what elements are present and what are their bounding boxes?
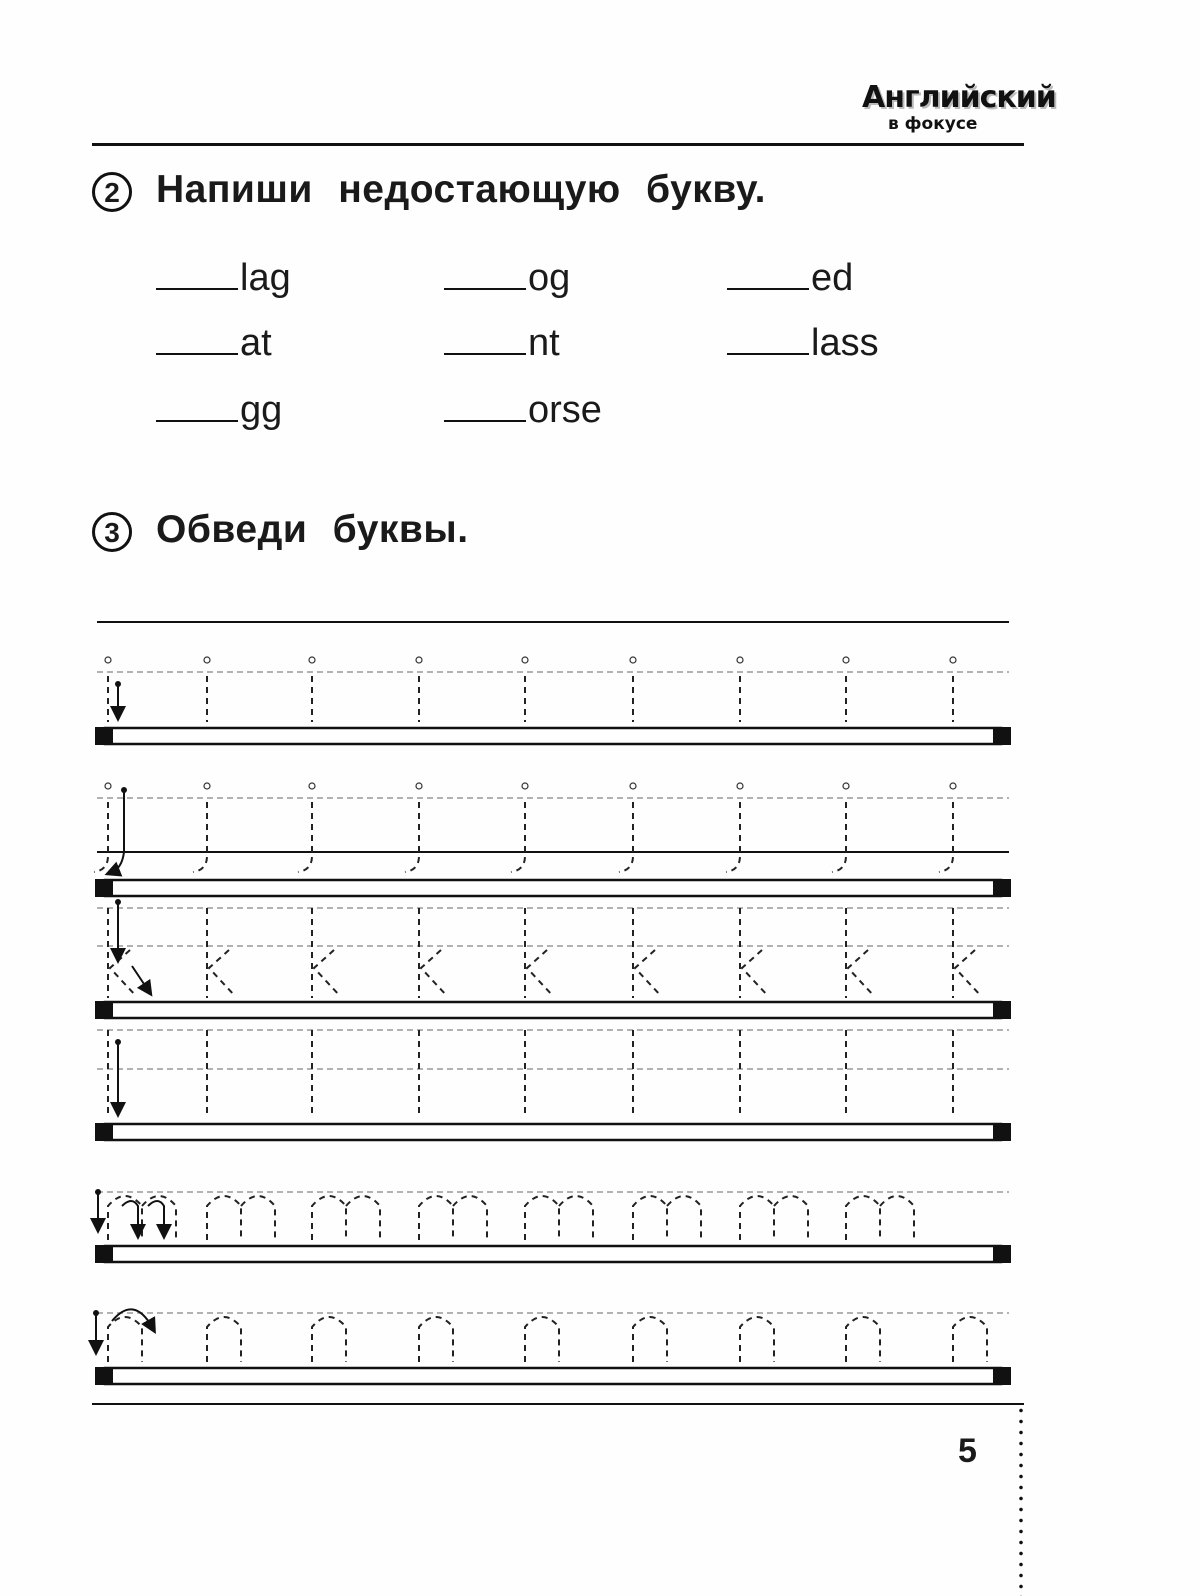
trace-letter-j bbox=[193, 802, 207, 872]
trace-letter-m bbox=[419, 1196, 487, 1240]
trace-letter-k bbox=[848, 950, 874, 996]
letter-dot bbox=[950, 783, 956, 789]
letter-dot bbox=[630, 783, 636, 789]
trace-letter-n bbox=[633, 1317, 667, 1362]
trace-letter-k bbox=[110, 950, 136, 996]
letter-dot bbox=[105, 657, 111, 663]
trace-letter-j bbox=[939, 802, 953, 872]
band-end-marker bbox=[95, 879, 113, 897]
trace-letter-j bbox=[511, 802, 525, 872]
trace-letter-j bbox=[94, 802, 108, 872]
letter-dot bbox=[204, 657, 210, 663]
letter-dot bbox=[416, 783, 422, 789]
dotted-cut-line bbox=[1018, 1405, 1024, 1596]
trace-letter-n bbox=[846, 1317, 880, 1362]
trace-letter-m bbox=[740, 1196, 808, 1240]
letter-dot bbox=[309, 783, 315, 789]
trace-letter-m bbox=[846, 1196, 914, 1240]
band-end-marker bbox=[993, 1001, 1011, 1019]
word-ending: gg bbox=[240, 389, 283, 431]
writing-baseline-band bbox=[105, 1002, 1001, 1018]
letter-dot bbox=[843, 657, 849, 663]
writing-baseline-band bbox=[105, 880, 1001, 896]
word-ending: lass bbox=[811, 322, 879, 364]
task-title: Обведи буквы. bbox=[156, 508, 469, 551]
trace-letter-n bbox=[207, 1317, 241, 1362]
letter-dot bbox=[204, 783, 210, 789]
trace-letter-k bbox=[635, 950, 661, 996]
stroke-direction-arrow bbox=[122, 1201, 138, 1232]
band-end-marker bbox=[993, 879, 1011, 897]
task-number-badge: 2 bbox=[92, 172, 132, 212]
trace-letter-k bbox=[314, 950, 340, 996]
trace-letter-n bbox=[953, 1317, 987, 1362]
band-end-marker bbox=[95, 1123, 113, 1141]
footer-rule bbox=[92, 1403, 1024, 1405]
band-end-marker bbox=[95, 727, 113, 745]
word-ending: orse bbox=[528, 389, 602, 431]
logo-title: Английский bbox=[862, 80, 1056, 115]
letter-dot bbox=[950, 657, 956, 663]
page-number: 5 bbox=[958, 1432, 977, 1470]
trace-letter-m bbox=[207, 1196, 275, 1240]
letter-dot bbox=[737, 657, 743, 663]
word-ending: nt bbox=[528, 322, 560, 364]
trace-letter-m bbox=[108, 1196, 176, 1240]
trace-letter-m bbox=[633, 1196, 701, 1240]
letter-dot bbox=[843, 783, 849, 789]
word-ending: lag bbox=[240, 257, 291, 299]
trace-letter-k bbox=[209, 950, 235, 996]
band-end-marker bbox=[993, 1123, 1011, 1141]
letter-dot bbox=[737, 783, 743, 789]
letter-dot bbox=[522, 657, 528, 663]
band-end-marker bbox=[993, 727, 1011, 745]
writing-baseline-band bbox=[105, 1124, 1001, 1140]
trace-letter-j bbox=[832, 802, 846, 872]
stroke-direction-arrow bbox=[148, 1201, 164, 1232]
letter-dot bbox=[309, 657, 315, 663]
band-end-marker bbox=[95, 1245, 113, 1263]
band-end-marker bbox=[993, 1245, 1011, 1263]
writing-baseline-band bbox=[105, 1246, 1001, 1262]
trace-letter-k bbox=[742, 950, 768, 996]
logo-subtitle: в фокусе bbox=[888, 114, 978, 134]
task-number-badge: 3 bbox=[92, 512, 132, 552]
word-ending: og bbox=[528, 257, 571, 299]
trace-letter-n bbox=[419, 1317, 453, 1362]
trace-letter-j bbox=[726, 802, 740, 872]
band-end-marker bbox=[95, 1001, 113, 1019]
band-end-marker bbox=[993, 1367, 1011, 1385]
trace-letter-k bbox=[527, 950, 553, 996]
letter-dot bbox=[630, 657, 636, 663]
trace-letter-j bbox=[405, 802, 419, 872]
trace-letter-k bbox=[421, 950, 447, 996]
word-ending: ed bbox=[811, 257, 854, 299]
stroke-direction-arrow bbox=[132, 966, 148, 990]
trace-letter-n bbox=[312, 1317, 346, 1362]
letter-dot bbox=[522, 783, 528, 789]
trace-letter-m bbox=[525, 1196, 593, 1240]
band-end-marker bbox=[95, 1367, 113, 1385]
letter-dot bbox=[105, 783, 111, 789]
trace-letter-k bbox=[955, 950, 981, 996]
writing-baseline-band bbox=[105, 1368, 1001, 1384]
task-title: Напиши недостающую букву. bbox=[156, 168, 766, 211]
word-ending: at bbox=[240, 322, 272, 364]
letter-dot bbox=[416, 657, 422, 663]
writing-baseline-band bbox=[105, 728, 1001, 744]
trace-letter-m bbox=[312, 1196, 380, 1240]
trace-letter-n bbox=[740, 1317, 774, 1362]
trace-letter-n bbox=[525, 1317, 559, 1362]
trace-letter-j bbox=[619, 802, 633, 872]
stroke-direction-arrow bbox=[112, 790, 124, 872]
trace-letter-n bbox=[108, 1317, 142, 1362]
trace-letter-j bbox=[298, 802, 312, 872]
